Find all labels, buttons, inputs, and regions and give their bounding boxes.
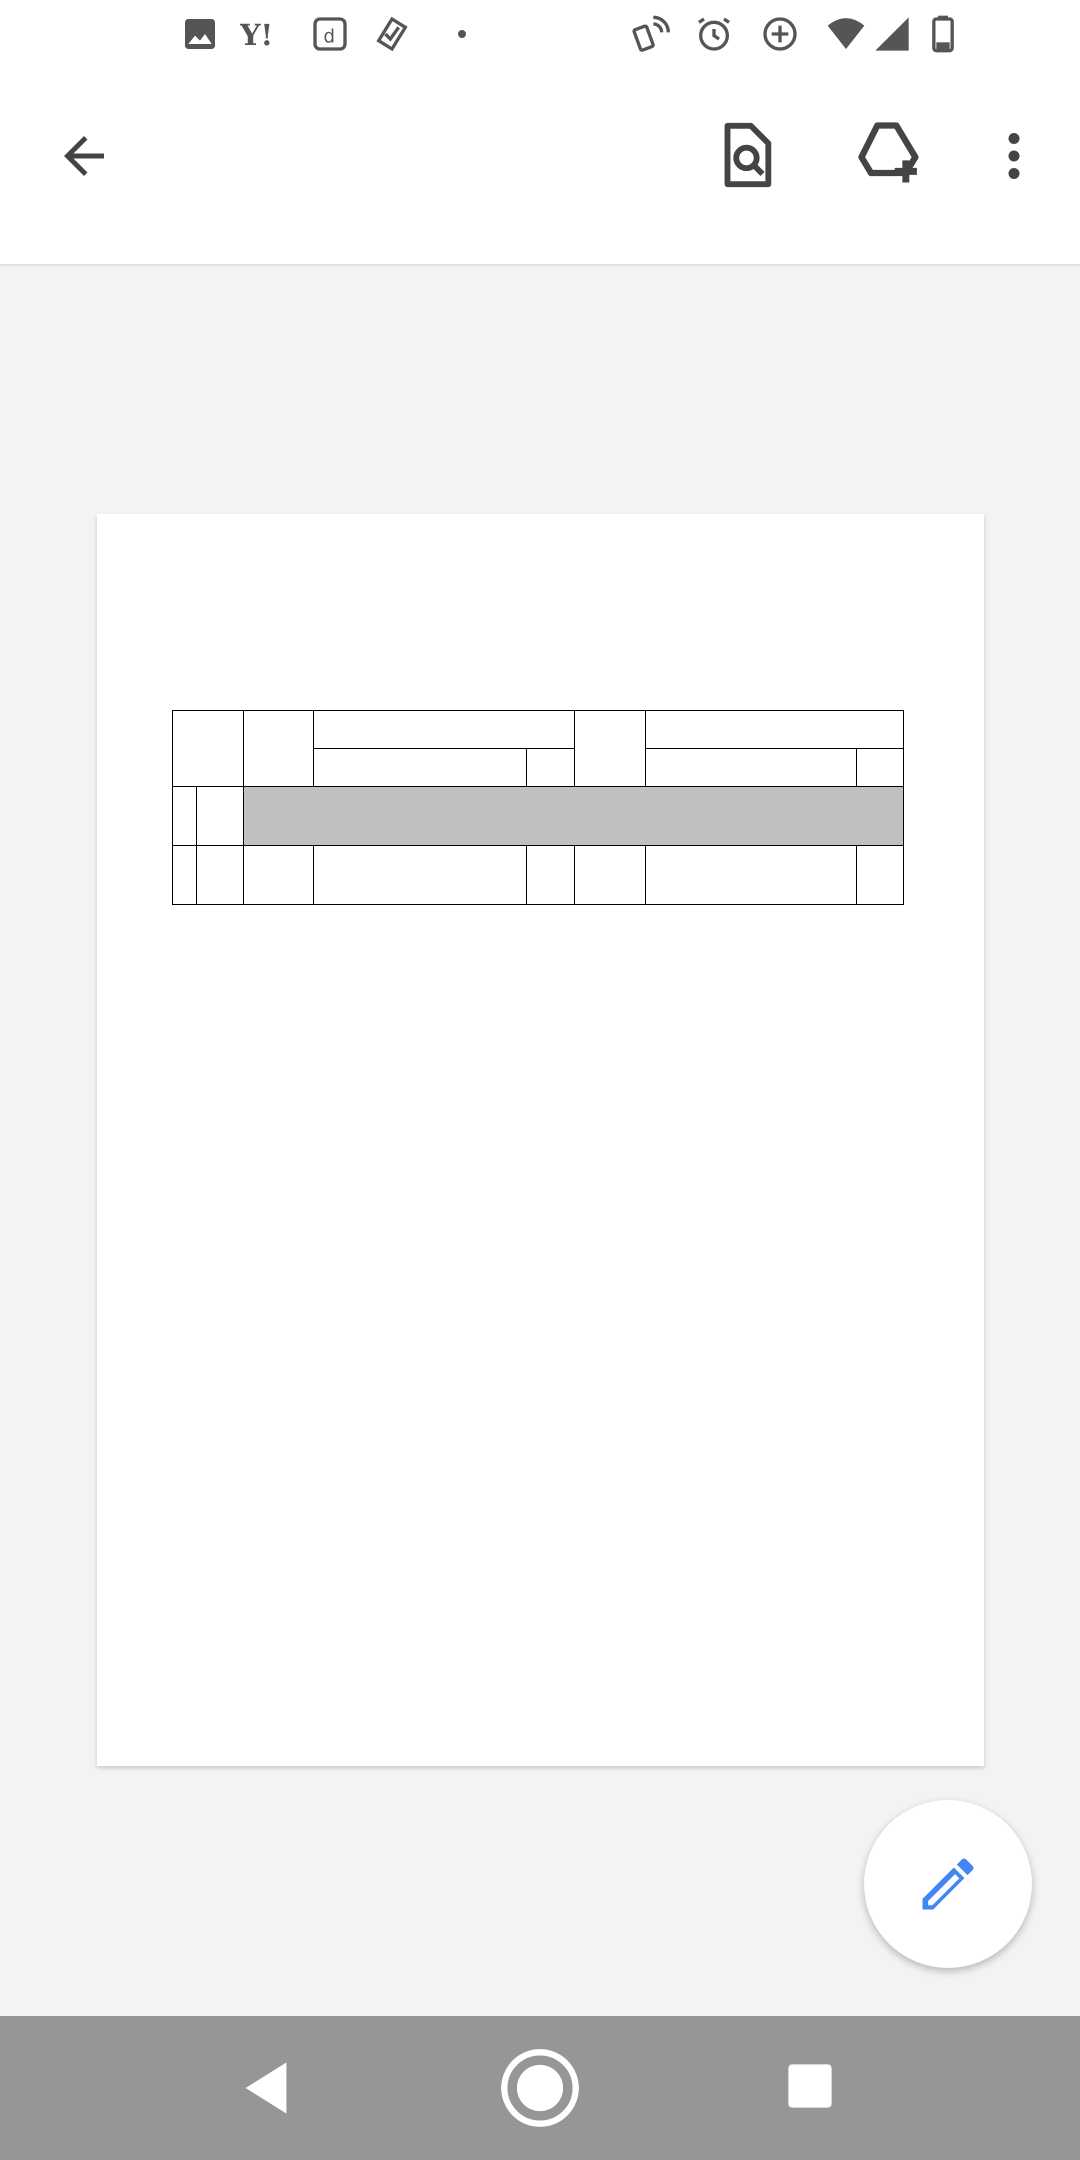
wifi-icon <box>824 14 868 54</box>
row-number <box>173 787 197 846</box>
nav-back-icon[interactable] <box>240 2060 292 2116</box>
signal-icon <box>870 14 914 54</box>
header-south-referee <box>857 749 904 787</box>
back-arrow-icon[interactable] <box>54 126 114 186</box>
nfc-icon <box>630 14 670 54</box>
table-row-closing <box>173 787 904 846</box>
header-north-referee <box>527 749 575 787</box>
nav-home-icon[interactable] <box>498 2046 582 2130</box>
closing-note <box>244 787 904 846</box>
data-saver-icon <box>760 14 800 54</box>
header-south-match <box>646 749 857 787</box>
app-bar <box>0 72 1080 266</box>
dot-icon <box>450 14 474 54</box>
header-north-match <box>314 749 527 787</box>
yahoo-icon <box>240 14 288 54</box>
sync-icon <box>372 14 412 54</box>
svg-text:d: d <box>323 26 335 48</box>
more-vert-icon[interactable] <box>996 126 1032 186</box>
edit-fab[interactable] <box>864 1800 1032 1968</box>
header-grade <box>244 711 314 787</box>
edit-pencil-icon <box>914 1850 982 1918</box>
schedule-table <box>172 710 904 905</box>
document-page[interactable] <box>97 514 984 1766</box>
add-to-drive-icon[interactable] <box>852 116 928 192</box>
find-in-page-icon[interactable] <box>710 120 780 190</box>
svg-text:Y!: Y! <box>240 18 274 53</box>
header-start <box>173 711 244 787</box>
d-app-icon <box>310 14 350 54</box>
alarm-icon <box>694 14 734 54</box>
header-north-court <box>314 711 575 749</box>
table-row-empty <box>173 846 904 905</box>
image-icon <box>180 14 220 54</box>
header-game-time <box>575 711 646 787</box>
nav-recents-icon[interactable] <box>786 2062 834 2110</box>
status-bar <box>0 0 1080 72</box>
header-south-court <box>646 711 904 749</box>
navigation-bar <box>0 2016 1080 2160</box>
battery-icon <box>928 14 958 54</box>
